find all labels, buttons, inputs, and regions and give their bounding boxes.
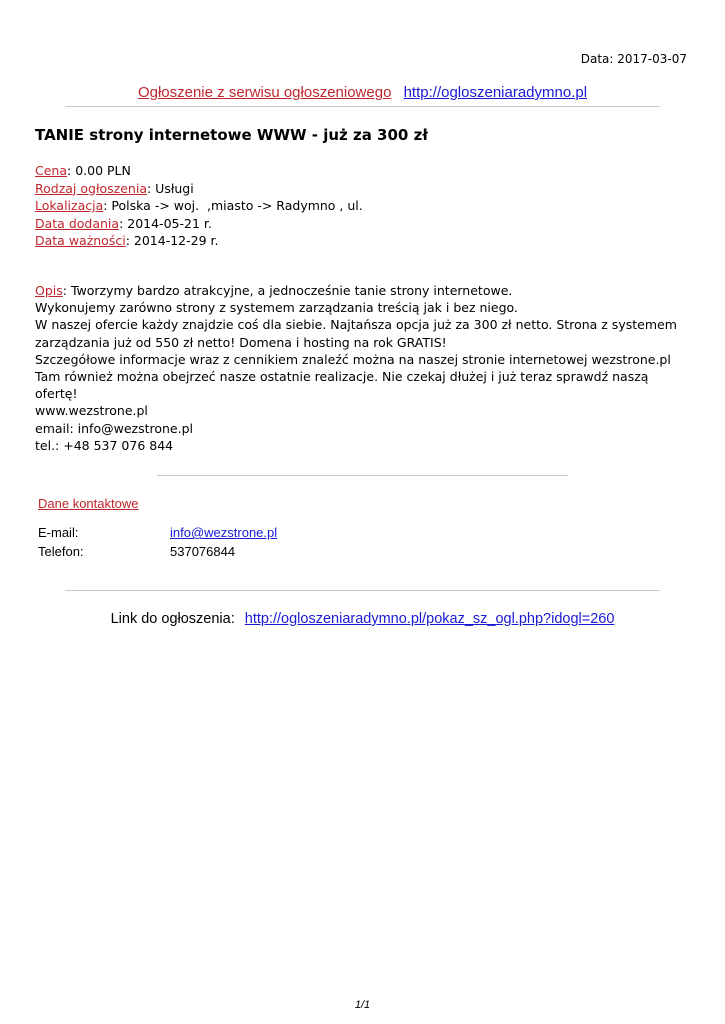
phone-value: 537076844 (170, 544, 236, 559)
page-number: 1/1 (354, 999, 371, 1011)
contact-divider (65, 590, 660, 591)
ad-title: TANIE strony internetowe WWW - już za 300 zł (35, 126, 428, 144)
field-value: : 2014-05-21 r. (119, 215, 212, 231)
ad-url-link[interactable]: http://ogloszeniaradymno.pl/pokaz_sz_ogl.php?idogl=260 (244, 611, 615, 627)
description-line: W naszej ofercie każdy znajdzie coś dla siebie. Najtańsza opcja już za 300 zł netto. Strona z systemem zarządzania już od 550 zł netto! Domena i hosting na rok GRATIS! (35, 317, 677, 350)
description-line: www.wezstrone.pl (35, 403, 148, 419)
description-line: email: info@wezstrone.pl (35, 420, 193, 436)
description-divider (157, 475, 568, 476)
date-label: Data: (580, 52, 614, 66)
phone-label: Telefon: (38, 544, 84, 559)
field-label: Rodzaj ogłoszenia (35, 180, 147, 196)
contact-phone-row (38, 544, 235, 559)
description-line: Tam również można obejrzeć nasze ostatnie realizacje. Nie czekaj dłużej i już teraz sprawdź naszą ofertę! (35, 369, 649, 402)
description-line: Opis: Tworzymy bardzo atrakcyjne, a jednocześnie tanie strony internetowe. (35, 283, 513, 298)
ad-link (0, 611, 725, 627)
date-value: 2017-03-07 (617, 52, 687, 66)
ad-link-label: Link do ogłoszenia: (110, 611, 235, 627)
field-price (35, 162, 363, 180)
contact-email-row (38, 525, 277, 540)
field-type (35, 180, 363, 198)
field-expiry-date (35, 232, 363, 250)
print-date (581, 52, 687, 66)
source-url-link[interactable]: http://ogloszeniaradymno.pl (403, 84, 588, 101)
description-label: Opis (35, 283, 63, 298)
description-line: Wykonujemy zarówno strony z systemem zarządzania treścią jak i bez niego. (35, 300, 518, 316)
field-label: Data dodania (35, 215, 120, 231)
field-date-added (35, 215, 363, 233)
header-divider (65, 106, 660, 107)
email-label: E-mail: (38, 525, 79, 540)
field-value: : Usługi (146, 180, 194, 196)
description-line: tel.: +48 537 076 844 (35, 437, 174, 453)
field-location (35, 197, 363, 215)
description-line: Szczegółowe informacje wraz z cennikiem znaleźć można na naszej stronie internetowej wezstrone.pl (35, 351, 671, 367)
source-header (0, 84, 725, 101)
ad-details (35, 162, 363, 250)
field-label: Cena (35, 163, 68, 178)
field-label: Lokalizacja (35, 198, 104, 213)
field-value: : Polska -> woj. ,miasto -> Radymno , ul. (103, 198, 363, 213)
ad-description (35, 282, 685, 454)
contact-title: Dane kontaktowe (38, 496, 139, 511)
field-label: Data ważności (35, 233, 126, 248)
source-label: Ogłoszenie z serwisu ogłoszeniowego (137, 84, 392, 101)
field-value: : 2014-12-29 r. (125, 233, 219, 248)
email-link[interactable]: info@wezstrone.pl (170, 525, 278, 540)
field-value: : 0.00 PLN (67, 163, 131, 178)
